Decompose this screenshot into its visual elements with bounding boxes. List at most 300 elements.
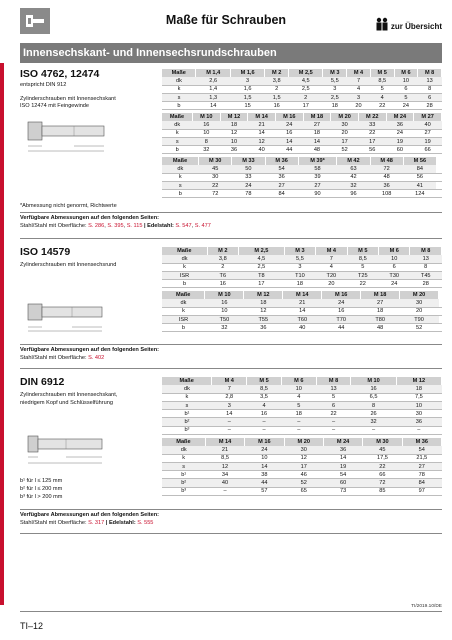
table-cell: 7 — [347, 77, 371, 85]
table-cell: 27 — [298, 182, 337, 190]
table-cell: 19 — [323, 463, 362, 471]
table-cell: T80 — [361, 316, 400, 324]
table-cell: T60 — [283, 316, 322, 324]
header-cell: M 16 — [275, 113, 303, 121]
header-cell: M 16 — [245, 438, 284, 446]
table-cell: – — [316, 426, 351, 434]
table-cell: 7,5 — [396, 393, 441, 401]
header-cell: M 6 — [394, 69, 418, 77]
table-cell: b² — [162, 418, 212, 426]
table-cell: 50 — [232, 165, 265, 173]
table-cell: 30 — [400, 299, 439, 307]
table-cell: 18 — [396, 385, 441, 393]
header-cell: M 5 — [347, 247, 378, 255]
table-header-row — [162, 377, 442, 385]
table-cell: 12 — [244, 307, 283, 315]
table-cell: 18 — [244, 299, 283, 307]
table-cell: 60 — [323, 479, 362, 487]
table-row — [162, 479, 442, 487]
table-row — [162, 463, 442, 471]
iso4762-title: ISO 4762, 12474 — [20, 68, 100, 80]
header-cell: M 14 — [248, 113, 276, 121]
table-cell: 14 — [323, 454, 362, 462]
table-cell: ISR — [162, 316, 205, 324]
table-cell: 16 — [322, 307, 361, 315]
table-cell: 17 — [331, 138, 359, 146]
section-divider — [20, 238, 442, 239]
iso14579-availability — [20, 344, 442, 362]
table-row — [162, 324, 442, 332]
page-link[interactable]: S. 317 — [88, 519, 105, 526]
table-cell — [439, 324, 442, 332]
header-cell: M 18 — [303, 113, 331, 121]
table-row — [162, 446, 442, 454]
header-cell: M 10 — [205, 291, 244, 299]
table-cell: 90 — [298, 190, 337, 198]
table-cell: 58 — [298, 165, 337, 173]
table-row — [162, 487, 442, 495]
din6912-title: DIN 6912 — [20, 376, 65, 388]
table-cell: 52 — [331, 146, 359, 154]
table-cell: s — [162, 138, 192, 146]
table-cell: 36 — [244, 324, 283, 332]
header-cell: M 4 — [212, 377, 247, 385]
table-cell: 14 — [275, 138, 303, 146]
table-cell: 56 — [403, 173, 436, 181]
table-cell: 28 — [418, 102, 442, 110]
table-cell: 72 — [363, 479, 402, 487]
table-cell: 16 — [207, 280, 238, 288]
table-cell: 97 — [402, 487, 441, 495]
table-cell: b — [162, 190, 199, 198]
table-cell: 3,5 — [247, 393, 282, 401]
table-cell: T50 — [205, 316, 244, 324]
table-row — [162, 471, 442, 479]
table-cell: b — [162, 146, 192, 154]
table-cell: 24 — [322, 299, 361, 307]
din6912-b2-note: b² für l ≤ 200 mm — [20, 486, 63, 492]
table-cell: 20 — [316, 280, 347, 288]
table-cell: 5 — [281, 402, 316, 410]
table-cell: 16 — [205, 299, 244, 307]
table-cell: 4,5 — [289, 77, 323, 85]
iso4762-note: *Abmessung nicht genormt, Richtwerte — [20, 203, 117, 209]
din6912-table-2 — [162, 438, 442, 496]
table-cell: 52 — [284, 479, 323, 487]
table-cell: dk — [162, 77, 196, 85]
table-cell: k — [162, 454, 205, 462]
table-cell: 18 — [303, 129, 331, 137]
table-row — [162, 190, 442, 198]
avail-heading: Verfügbare Abmessungen auf den folgenden Seiten: — [20, 512, 160, 518]
table-cell: 30 — [199, 173, 232, 181]
page-link[interactable]: S. 477 — [194, 222, 211, 229]
table-cell: 14 — [283, 307, 322, 315]
table-cell: s — [162, 182, 199, 190]
table-cell: 4,5 — [239, 255, 285, 263]
table-header-row — [162, 438, 442, 446]
table-cell: b — [162, 324, 205, 332]
table-cell: 14 — [248, 129, 276, 137]
table-cell: 20 — [400, 307, 439, 315]
table-cell: 10 — [394, 77, 418, 85]
table-cell: 36 — [396, 418, 441, 426]
header-cell: M 48 — [370, 157, 403, 165]
table-cell: 14 — [212, 410, 247, 418]
table-cell: T25 — [347, 272, 378, 280]
table-cell: 36 — [220, 146, 248, 154]
table-cell: 17 — [239, 280, 285, 288]
avail-heading: Verfügbare Abmessungen auf den folgenden Seiten: — [20, 215, 160, 221]
iso4762-availability: Verfügbare Abmessungen auf den folgenden Seiten: Stahl/Stahl mit Oberfläche: S. 286, S. 395, S. 115 | Edelstahl: S. 547, S. 477 — [20, 212, 442, 230]
table-cell: 4 — [281, 393, 316, 401]
red-margin-bar — [0, 63, 4, 605]
avail-separator: | Edelstahl: — [142, 222, 176, 229]
table-cell: 46 — [284, 471, 323, 479]
table-cell: 16 — [247, 410, 282, 418]
table-cell: 27 — [265, 182, 298, 190]
header-cell: M 8 — [410, 247, 442, 255]
table-cell: 16 — [265, 102, 289, 110]
page-link[interactable]: S. 547 — [175, 222, 192, 229]
table-cell: 124 — [403, 190, 436, 198]
table-header-row — [162, 157, 442, 165]
header-cell: M 24 — [386, 113, 414, 121]
table-cell: 3,8 — [265, 77, 289, 85]
header-cell: M 2,5 — [289, 69, 323, 77]
table-cell: 1,5 — [230, 94, 264, 102]
overview-label: zur Übersicht — [390, 22, 442, 31]
table-cell: 26 — [351, 410, 396, 418]
header-cell: M 33 — [232, 157, 265, 165]
header-cell: M 42 — [337, 157, 370, 165]
table-cell: 17 — [289, 102, 323, 110]
header-cell: M 24 — [323, 438, 362, 446]
din6912-availability — [20, 509, 442, 527]
table-cell: 41 — [403, 182, 436, 190]
table-cell: 21 — [205, 446, 244, 454]
page-title: Maße für Schrauben — [165, 13, 287, 27]
table-cell — [439, 316, 442, 324]
table-row — [162, 129, 442, 137]
table-cell: T90 — [400, 316, 439, 324]
avail-separator: | Edelstahl: — [104, 519, 138, 526]
table-cell: dk — [162, 446, 205, 454]
table-cell: 28 — [410, 280, 442, 288]
page-link[interactable]: S. 115 — [126, 222, 143, 229]
table-cell: 24 — [275, 121, 303, 129]
table-cell: 22 — [199, 182, 232, 190]
table-cell: 1,4 — [196, 85, 230, 93]
table-cell: 24 — [245, 446, 284, 454]
table-cell: 1,6 — [230, 85, 264, 93]
table-cell: 4 — [247, 402, 282, 410]
table-cell: 2 — [265, 85, 289, 93]
table-cell: 6 — [418, 94, 442, 102]
table-cell: 17 — [358, 138, 386, 146]
table-cell: 34 — [205, 471, 244, 479]
table-cell: 15 — [230, 102, 264, 110]
table-cell: 60 — [386, 146, 414, 154]
table-cell: 19 — [386, 138, 414, 146]
header-cell: M 12 — [396, 377, 441, 385]
table-cell: T6 — [207, 272, 238, 280]
table-row — [162, 77, 442, 85]
table-cell: 4 — [316, 263, 347, 271]
table-cell: 21 — [283, 299, 322, 307]
table-cell: 27 — [361, 299, 400, 307]
table-cell: b³ — [162, 426, 212, 434]
table-cell: 44 — [322, 324, 361, 332]
table-cell: 8 — [351, 402, 396, 410]
table-cell: 85 — [363, 487, 402, 495]
table-cell: – — [205, 487, 244, 495]
table-cell: b — [162, 280, 207, 288]
table-cell: 66 — [363, 471, 402, 479]
din6912-b1-note: b¹ für l ≤ 125 mm — [20, 478, 63, 484]
table-header-row — [162, 291, 442, 299]
header-cell: M 18 — [361, 291, 400, 299]
page-link[interactable]: S. 402 — [88, 354, 105, 361]
table-cell: 84 — [265, 190, 298, 198]
table-cell: 48 — [303, 146, 331, 154]
table-cell: T20 — [316, 272, 347, 280]
footer-date: TI/2019.10/DE — [411, 604, 442, 609]
table-cell: 5 — [370, 85, 394, 93]
table-cell: 20 — [331, 129, 359, 137]
table-cell: 6 — [316, 402, 351, 410]
table-cell: 5,5 — [323, 77, 347, 85]
table-cell: 40 — [283, 324, 322, 332]
table-cell: 36 — [323, 446, 362, 454]
table-cell: 2,5 — [239, 263, 285, 271]
table-cell: b¹ — [162, 410, 212, 418]
header-cell: Maße — [162, 291, 205, 299]
table-cell: T55 — [244, 316, 283, 324]
header-cell: M 1,6 — [230, 69, 264, 77]
table-cell: 24 — [232, 182, 265, 190]
table-cell: 44 — [245, 479, 284, 487]
header-cell: M 30 — [199, 157, 232, 165]
overview-link[interactable] — [375, 17, 442, 31]
table-cell: 10 — [379, 255, 410, 263]
table-cell: 7 — [212, 385, 247, 393]
table-header-row — [162, 69, 442, 77]
iso4762-screw-drawing — [26, 118, 116, 154]
page-link[interactable]: S. 555 — [137, 519, 154, 526]
page-link[interactable]: S. 286 — [88, 222, 105, 229]
table-cell: 4 — [370, 94, 394, 102]
section-divider — [20, 368, 442, 369]
page-link[interactable]: S. 395 — [107, 222, 124, 229]
header-cell: M 27 — [414, 113, 442, 121]
header-cell: M 2 — [207, 247, 238, 255]
table-cell: k — [162, 173, 199, 181]
header-cell: M 39* — [298, 157, 337, 165]
table-cell: 1,3 — [196, 94, 230, 102]
header-cell: M 14 — [283, 291, 322, 299]
iso4762-line1: entspricht DIN 912 — [20, 82, 67, 88]
table-cell: 8,5 — [205, 454, 244, 462]
header-cell: M 1,4 — [196, 69, 230, 77]
table-cell: k — [162, 129, 192, 137]
table-cell: – — [316, 418, 351, 426]
table-cell: 8,5 — [347, 255, 378, 263]
table-cell: 32 — [337, 182, 370, 190]
page-number: TI–12 — [20, 621, 44, 631]
table-row — [162, 307, 442, 315]
table-cell: b — [162, 102, 196, 110]
table-cell: dk — [162, 255, 207, 263]
table-cell: 14 — [196, 102, 230, 110]
iso14579-screw-drawing — [26, 300, 116, 334]
header-cell: Maße — [162, 157, 199, 165]
header-cell: M 30 — [363, 438, 402, 446]
table-row — [162, 263, 442, 271]
table-cell: 32 — [351, 418, 396, 426]
table-cell: 36 — [370, 182, 403, 190]
table-cell: dk — [162, 385, 212, 393]
table-cell: 66 — [414, 146, 442, 154]
table-cell: 3 — [230, 77, 264, 85]
header-cell: Maße — [162, 438, 205, 446]
header-cell: M 20 — [331, 113, 359, 121]
table-cell: 63 — [337, 165, 370, 173]
table-cell: dk — [162, 299, 205, 307]
table-cell: 5 — [347, 263, 378, 271]
table-cell: 32 — [205, 324, 244, 332]
table-cell: 3 — [284, 263, 315, 271]
iso4762-table-1 — [162, 69, 442, 110]
table-row — [162, 121, 442, 129]
table-cell: – — [247, 426, 282, 434]
table-cell: 14 — [303, 138, 331, 146]
table-cell: 12 — [220, 129, 248, 137]
table-row — [162, 272, 442, 280]
header-cell: Maße — [162, 377, 212, 385]
din6912-line2: niedrigem Kopf und Schlüsselführung — [20, 399, 113, 406]
table-cell: 40 — [414, 121, 442, 129]
table-cell: – — [281, 418, 316, 426]
header-cell: Maße — [162, 69, 196, 77]
table-cell: 2 — [207, 263, 238, 271]
table-cell: 33 — [232, 173, 265, 181]
table-row — [162, 393, 442, 401]
table-cell: 52 — [400, 324, 439, 332]
table-cell: 72 — [370, 165, 403, 173]
table-cell: – — [281, 426, 316, 434]
table-row — [162, 85, 442, 93]
section-divider — [20, 533, 442, 534]
avail-heading: Verfügbare Abmessungen auf den folgenden Seiten: — [20, 347, 160, 353]
table-cell: 8,5 — [370, 77, 394, 85]
table-cell: 10 — [281, 385, 316, 393]
header-cell: M 8 — [418, 69, 442, 77]
table-cell: dk — [162, 165, 199, 173]
table-cell: 84 — [403, 165, 436, 173]
table-cell: 48 — [370, 173, 403, 181]
table-row — [162, 165, 442, 173]
table-row — [162, 255, 442, 263]
table-row — [162, 173, 442, 181]
table-cell: 16 — [192, 121, 220, 129]
table-row — [162, 410, 442, 418]
header-cell — [439, 157, 442, 165]
header-cell: M 2 — [265, 69, 289, 77]
table-cell: b³ — [162, 487, 205, 495]
header-cell: Maße — [162, 247, 207, 255]
table-cell: 12 — [248, 138, 276, 146]
table-cell: 5,5 — [284, 255, 315, 263]
din6912-screw-drawing — [26, 430, 116, 468]
table-cell: 30 — [331, 121, 359, 129]
header-cell: M 4 — [316, 247, 347, 255]
header-cell: M 16 — [322, 291, 361, 299]
table-cell: 8,5 — [247, 385, 282, 393]
header-cell: M 3 — [323, 69, 347, 77]
table-cell: – — [212, 418, 247, 426]
table-cell: 27 — [414, 129, 442, 137]
table-cell — [439, 299, 442, 307]
table-cell: – — [351, 426, 396, 434]
table-cell: 18 — [220, 121, 248, 129]
table-cell: 36 — [265, 173, 298, 181]
header-cell: M 10 — [351, 377, 396, 385]
table-row — [162, 454, 442, 462]
table-cell: T30 — [379, 272, 410, 280]
table-row — [162, 138, 442, 146]
table-cell — [439, 165, 442, 173]
header-cell: M 3 — [284, 247, 315, 255]
header-cell: M 5 — [247, 377, 282, 385]
table-cell: 19 — [414, 138, 442, 146]
table-cell: 2,5 — [323, 94, 347, 102]
table-cell — [439, 182, 442, 190]
section-header: Innensechskant- und Innensechsrundschrauben — [20, 43, 442, 63]
table-row — [162, 94, 442, 102]
table-cell: 21 — [248, 121, 276, 129]
iso4762-table-2 — [162, 113, 442, 154]
table-cell: 24 — [379, 280, 410, 288]
table-cell: 8 — [192, 138, 220, 146]
table-cell: 3 — [347, 94, 371, 102]
table-cell: k — [162, 263, 207, 271]
table-cell: 3 — [212, 402, 247, 410]
table-cell: 30 — [396, 410, 441, 418]
table-cell: 56 — [358, 146, 386, 154]
table-cell: 13 — [418, 77, 442, 85]
header-cell: M 36 — [265, 157, 298, 165]
table-cell: 22 — [316, 410, 351, 418]
table-cell: 33 — [358, 121, 386, 129]
table-cell: 13 — [316, 385, 351, 393]
header-cell: M 12 — [244, 291, 283, 299]
table-cell: s — [162, 463, 205, 471]
table-cell: 2,5 — [289, 85, 323, 93]
header-cell: M 22 — [358, 113, 386, 121]
table-cell: 3 — [323, 85, 347, 93]
table-cell: 73 — [323, 487, 362, 495]
table-row — [162, 402, 442, 410]
table-cell: 48 — [361, 324, 400, 332]
table-cell: 24 — [386, 129, 414, 137]
table-cell: 45 — [363, 446, 402, 454]
table-cell: 44 — [275, 146, 303, 154]
table-cell: b² — [162, 479, 205, 487]
iso14579-table-2 — [162, 291, 442, 332]
table-cell: 10 — [220, 138, 248, 146]
table-cell: 24 — [394, 102, 418, 110]
